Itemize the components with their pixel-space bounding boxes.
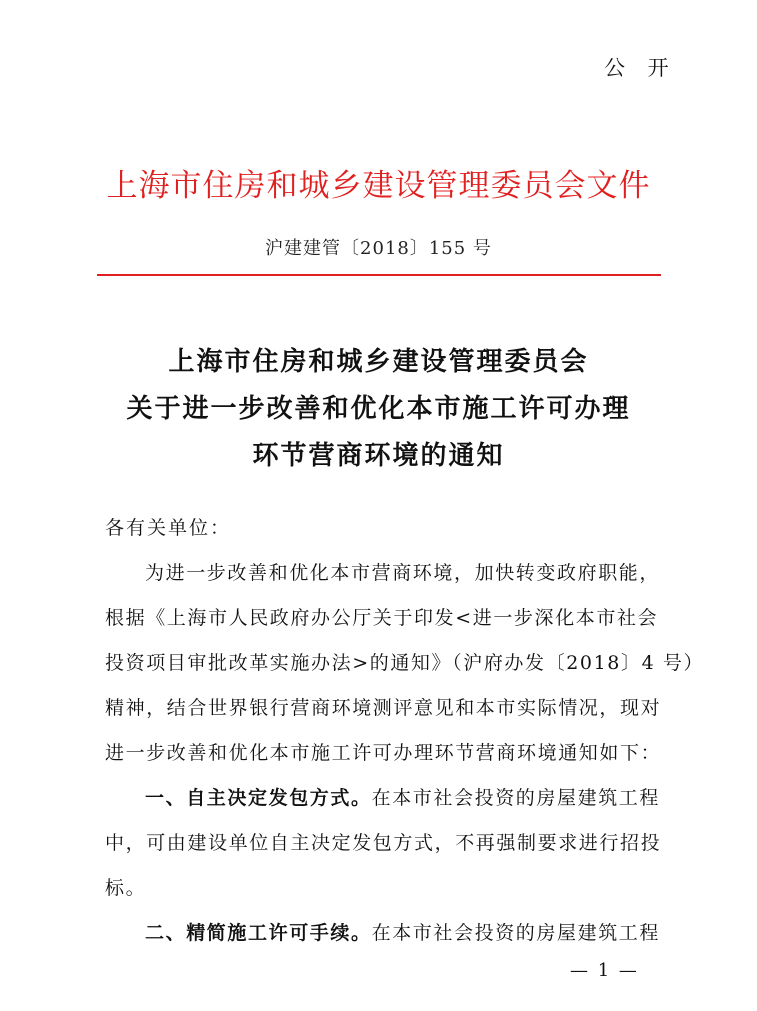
issuer-header: 上海市住房和城乡建设管理委员会文件 [106, 168, 651, 204]
item-1-text: 在本市社会投资的房屋建筑工程 [371, 787, 661, 809]
title-line-2: 关于进一步改善和优化本市施工许可办理 [126, 394, 631, 424]
paragraph-line: 中，可由建设单位自主决定发包方式，不再强制要求进行招投 [105, 832, 662, 854]
paragraph-line: 精神，结合世界银行营商环境测评意见和本市实际情况，现对 [105, 697, 662, 719]
item-2-heading: 二、精简施工许可手续。 [145, 922, 372, 944]
page-number: — 1 — [570, 960, 639, 981]
salutation: 各有关单位： [105, 517, 232, 539]
title-line-1: 上海市住房和城乡建设管理委员会 [168, 347, 589, 377]
paragraph-line: 根据《上海市人民政府办公厅关于印发<进一步深化本市社会 [105, 607, 659, 629]
item-1-line [145, 783, 660, 810]
red-divider-line [97, 274, 661, 276]
item-1-heading: 一、自主决定发包方式。 [145, 787, 372, 809]
paragraph-line: 标。 [105, 877, 147, 899]
item-2-line [145, 918, 660, 945]
item-2-text: 在本市社会投资的房屋建筑工程 [371, 922, 661, 944]
document-number: 沪建建管〔2018〕155 号 [265, 238, 492, 259]
paragraph-line: 为进一步改善和优化本市营商环境，加快转变政府职能， [145, 562, 661, 584]
paragraph-line: 投资项目审批改革实施办法>的通知》（沪府办发〔2018〕4 号） [105, 652, 705, 674]
paragraph-line: 进一步改善和优化本市施工许可办理环节营商环境通知如下： [105, 742, 662, 764]
classification-label: 公 开 [604, 56, 677, 80]
title-line-3: 环节营商环境的通知 [252, 441, 505, 471]
